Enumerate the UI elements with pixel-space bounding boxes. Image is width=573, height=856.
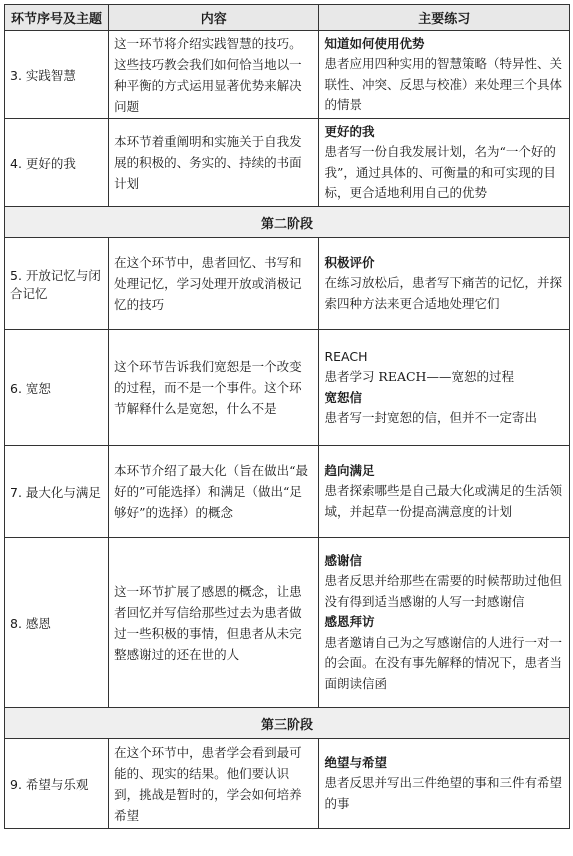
exercise-desc: 在练习放松后，患者写下痛苦的记忆，并探索四种方法来更合适地处理它们 (324, 275, 562, 311)
exercise-title: 感恩拜访 (324, 614, 375, 630)
content-cell: 本环节介绍了最大化（旨在做出“最好的”可能选择）和满足（做出“足够好”的选择）的概念 (109, 446, 319, 538)
exercise-desc: 患者应用四种实用的智慧策略（特异性、关联性、冲突、反思与校准）来处理三个具体的情景 (324, 56, 562, 112)
exercise-desc: 患者反思并给那些在需要的时候帮助过他但没有得到适当感谢的人写一封感谢信 (324, 573, 562, 609)
table-row (5, 538, 570, 708)
exercise-title: 趋向满足 (324, 462, 375, 478)
section-cell: 4. 更好的我 (5, 119, 109, 207)
content-cell: 本环节着重阐明和实施关于自我发展的积极的、务实的、持续的书面计划 (109, 119, 319, 207)
exercise-cell (319, 330, 570, 446)
exercise-desc: 患者写一封宽恕的信，但并不一定寄出 (324, 410, 537, 425)
section-cell: 9. 希望与乐观 (5, 739, 109, 829)
exercise-title: 宽恕信 (324, 389, 362, 405)
section-cell: 3. 实践智慧 (5, 31, 109, 119)
exercise-title: 感谢信 (324, 552, 362, 568)
header-content: 内容 (109, 5, 319, 31)
content-cell: 这一环节将介绍实践智慧的技巧。这些技巧教会我们如何恰当地以一种平衡的方式运用显著优势来解决问题 (109, 31, 319, 119)
table-row (5, 31, 570, 119)
exercise-cell (319, 119, 570, 207)
exercise-desc: 患者学习 REACH——宽恕的过程 (324, 369, 514, 384)
table-row (5, 119, 570, 207)
content-cell: 这个环节告诉我们宽恕是一个改变的过程，而不是一个事件。这个环节解释什么是宽恕，什么不是 (109, 330, 319, 446)
session-table (4, 4, 570, 829)
exercise-desc: 患者反思并写出三件绝望的事和三件有希望的事 (324, 775, 562, 811)
stage-row (5, 708, 570, 739)
section-cell: 8. 感恩 (5, 538, 109, 708)
exercise-desc: 患者写一份自我发展计划，名为“一个好的我”，通过具体的、可衡量的和可实现的目标，更合适地利用自己的优势 (324, 144, 556, 200)
exercise-desc: 患者探索哪些是自己最大化或满足的生活领域，并起草一份提高满意度的计划 (324, 483, 562, 519)
section-cell: 7. 最大化与满足 (5, 446, 109, 538)
table-row (5, 739, 570, 829)
content-cell: 这一环节扩展了感恩的概念，让患者回忆并写信给那些过去为患者做过一些积极的事情，但患者从未完整感谢过的还在世的人 (109, 538, 319, 708)
exercise-cell (319, 446, 570, 538)
header-row (5, 5, 570, 31)
exercise-cell (319, 739, 570, 829)
exercise-title: 知道如何使用优势 (324, 35, 425, 51)
exercise-title: 绝望与希望 (324, 754, 387, 770)
section-cell: 6. 宽恕 (5, 330, 109, 446)
stage-label: 第三阶段 (5, 708, 570, 739)
exercise-cell (319, 238, 570, 330)
header-section: 环节序号及主题 (5, 5, 109, 31)
table-row (5, 446, 570, 538)
exercise-title: 更好的我 (324, 123, 375, 139)
table-row (5, 330, 570, 446)
exercise-title: REACH (324, 348, 368, 364)
section-cell: 5. 开放记忆与闭合记忆 (5, 238, 109, 330)
exercise-cell (319, 31, 570, 119)
exercise-title: 积极评价 (324, 254, 375, 270)
exercise-desc: 患者邀请自己为之写感谢信的人进行一对一的会面。在没有事先解释的情况下，患者当面朗读信函 (324, 634, 562, 691)
content-cell: 在这个环节中，患者回忆、书写和处理记忆，学习处理开放或消极记忆的技巧 (109, 238, 319, 330)
stage-label: 第二阶段 (5, 207, 570, 238)
exercise-cell (319, 538, 570, 708)
content-cell: 在这个环节中，患者学会看到最可能的、现实的结果。他们要认识到，挑战是暂时的，学会如何培养希望 (109, 739, 319, 829)
table-row (5, 238, 570, 330)
header-exercise: 主要练习 (319, 5, 570, 31)
stage-row (5, 207, 570, 238)
